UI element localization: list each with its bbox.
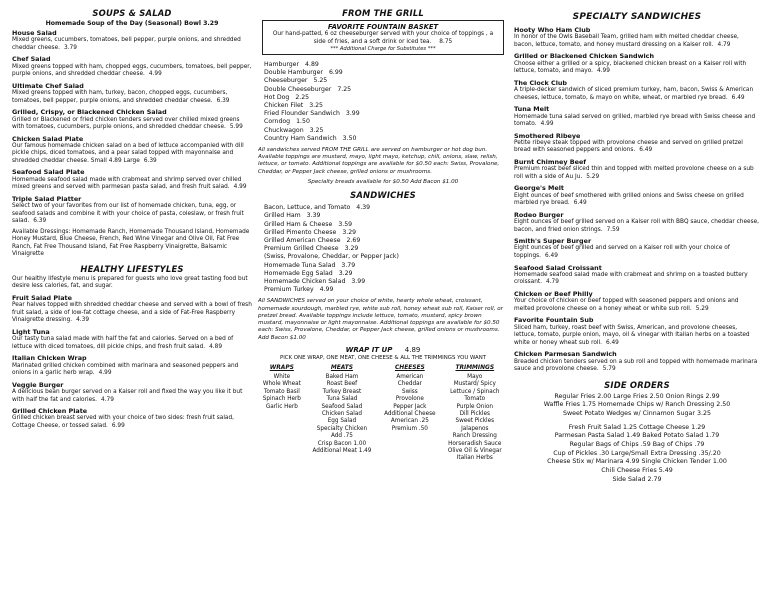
menu-item-price: 4.99: [98, 370, 112, 377]
wrap-option: Tomato Basil: [263, 388, 300, 395]
menu-item: [12, 29, 252, 52]
menu-item-price: 3.99: [345, 110, 360, 118]
menu-item-desc: Eight ounces of beef grilled and served on a Kaiser roll with your choice of toppings.: [514, 245, 730, 259]
meat-option: Egg Salad: [327, 418, 357, 425]
menu-item: [12, 135, 252, 166]
menu-item-name: Double Cheeseburger: [264, 85, 332, 93]
wrap-header-trimmings: TRIMMINGS: [455, 364, 495, 371]
menu-item-desc: Premium roast beef sliced thin and topped with melted provolone cheese on a sub roll with a side of Au Ju.: [514, 166, 754, 180]
menu-item-name: Chicken Salad Plate: [12, 134, 84, 143]
sandwiches-note: All SANDWICHES served on your choice of white, hearty whole wheat, croissant, homemade sourdough, marbled rye, white sub roll, honey wheat sub roll, Kaiser roll, or pretzel bread. Available toppings include lettuce, tomato, mustard, spicy brown mustard, mayonnaise or light mayonnaise. Additional toppings are available for $0.50 each: Swiss, Provalone, Cheddar, or Pepper Jack cheese, grilled onions or mushrooms. Add Bacon $1.00: [258, 298, 503, 341]
menu-item-name: Country Ham Sandwich: [264, 134, 337, 142]
menu-list-row: [264, 127, 508, 135]
menu-item-name: Grilled or Blackened Chicken Sandwich: [514, 52, 655, 61]
menu-item-desc: Eight ounces of beef smothered with grilled onions and Swiss cheese on grilled marbled rye bread.: [514, 192, 744, 207]
menu-item-name: Triple Salad Platter: [12, 194, 82, 203]
menu-item-desc: A delicious bean burger served on a Kaiser roll and fixed the way you like it but with half the fat and calories.: [12, 389, 243, 403]
side-order-line: Parmesan Pasta Salad 1.49 Baked Potato Salad 1.79: [554, 432, 720, 440]
menu-item-price: 3.25: [309, 102, 323, 109]
menu-item: [12, 328, 252, 351]
side-order-line: Regular Bags of Chips .59 Bag of Chips .79: [569, 441, 705, 449]
menu-list-row: [264, 204, 508, 212]
healthy-item-list: [12, 294, 252, 430]
meat-option: Add .75: [330, 433, 353, 440]
favorite-basket-price: 8.75: [439, 38, 453, 45]
sandwich-item-list: [264, 204, 508, 294]
meat-option: Tuna Salad: [326, 396, 358, 403]
menu-list-row: [264, 69, 508, 77]
menu-list-row: [264, 77, 508, 85]
menu-item-name: (Swiss, Provalone, Cheddar, or Pepper Jack): [264, 253, 399, 261]
meat-option: Turkey Breast: [322, 388, 362, 395]
side-order-line: Fresh Fruit Salad 1.25 Cottage Cheese 1.29: [568, 423, 706, 431]
menu-list-row: [264, 286, 508, 294]
trimming-option: Lettuce / Spinach: [450, 388, 500, 395]
wrap-option: Whole Wheat: [262, 381, 301, 388]
menu-item-desc: Homemade seafood salad made with crabmeat and shrimp served over chilled mixed greens and served with parmesan pasta salad, and fresh fruit salad.: [12, 176, 242, 191]
wrap-options-list: [258, 373, 306, 464]
dressings-note: Available Dressings: Homemade Ranch, Homemade Thousand Island, Homemade Honey Mustard, Blue Cheese, French, Red Wine Vinegar and Olive Oil, Fat Free Ranch, Fat Free Thousand Island, Fat Free Raspberry Vinaigrette, Balsamic Vinaigrette: [12, 228, 250, 258]
menu-item-price: 3.59: [338, 220, 353, 228]
side-order-line: Cheese Stix w/ Marinara 4.99 Single Chicken Tender 1.00: [547, 458, 727, 466]
menu-item-price: 3.79: [341, 261, 356, 269]
wrap-header-cheeses: CHEESES: [394, 364, 425, 371]
cheese-option: Pepper Jack: [393, 403, 427, 410]
menu-item-desc: Petite ribeye steak topped with provolone cheese and served on grilled pretzel bread with seasoned peppers and onions.: [514, 139, 743, 154]
menu-item-price: 3.50: [342, 134, 357, 142]
menu-item-price: 2.25: [295, 93, 310, 101]
menu-item-price: 4.79: [101, 396, 114, 403]
menu-list-row: [264, 110, 508, 118]
menu-item-price: 2.69: [346, 237, 361, 245]
menu-list-row: [264, 118, 508, 126]
menu-item: [12, 82, 252, 105]
cheese-option: Additional Cheese: [384, 410, 436, 417]
menu-item-price: 4.99: [148, 71, 162, 78]
menu-item-price: 6.49: [731, 94, 745, 101]
soups-salad-column: [12, 6, 252, 589]
menu-item-price: 6.49: [545, 252, 558, 259]
menu-item-desc: Homemade tuna salad served on grilled, marbled rye bread with Swiss cheese and tomato.: [514, 113, 756, 128]
menu-item-desc: Mixed greens topped with ham, chopped eggs, cucumbers, tomatoes, bell pepper, purple onions, and shredded cheddar cheese.: [12, 63, 252, 78]
menu-item-price: 3.29: [342, 228, 357, 236]
menu-item-desc: In honor of the Owls Baseball Team, grilled ham with melted cheddar cheese, bacon, lettuce, tomato, and honey mustard dressing on a Kaiser roll.: [514, 34, 739, 48]
menu-item-name: Seafood Salad Plate: [12, 168, 85, 177]
meat-option: Seafood Salad: [321, 403, 363, 410]
menu-item: [514, 105, 760, 128]
menu-item-name: Grilled Chicken Plate: [12, 407, 88, 416]
specialty-column: [514, 6, 760, 589]
menu-list-row: [264, 135, 508, 143]
side-order-line: Waffle Fries 1.75 Homemade Chips w/ Ranch Dressing 2.50: [543, 401, 731, 409]
menu-item: [12, 407, 252, 430]
menu-item-name: Grilled Ham & Cheese: [264, 220, 333, 228]
meat-option: Chicken Salad: [321, 410, 362, 417]
soup-of-the-day: Homemade Soup of the Day (Seasonal) Bowl 3.29: [45, 20, 219, 27]
menu-item: [514, 26, 760, 49]
menu-item-name: Grilled American Cheese: [264, 237, 341, 245]
trimming-option: Mustard/ Spicy: [453, 381, 496, 388]
menu-item-price: 5.29: [695, 305, 709, 312]
sandwiches-section-title: SANDWICHES: [350, 190, 416, 201]
menu-list-row: [264, 270, 508, 278]
menu-item-name: Light Tuna: [12, 327, 50, 336]
menu-item-price: 6.39: [143, 157, 157, 164]
side-order-line: Chili Cheese Fries 5.49: [601, 467, 673, 475]
menu-item-name: Tuna Melt: [514, 105, 550, 114]
menu-item-desc: Grilled or Blackened or fried chicken tenders served over chilled mixed greens with tomatoes, cucumbers, purple onions, and shredded cheddar cheese.: [12, 116, 240, 131]
menu-item-name: Chuckwagon: [264, 126, 304, 134]
menu-item-desc: Select two of your favorites from our list of homemade chicken, tuna, egg, or seafood salads and combine it with your choice of pasta, coleslaw, or fresh fruit salad.: [12, 203, 244, 225]
trimming-option: Italian Herbs: [456, 455, 493, 462]
menu-list-row: [264, 229, 508, 237]
menu-item: [12, 195, 252, 226]
grill-special: Specialty breads available for $0.50 Add Bacon $1.00: [307, 179, 459, 185]
grill-note: All sandwiches served FROM THE GRILL are served on hamburger or hot dog bun. Available toppings are mustard, mayo, light mayo, ketchup, chili, onions, slaw, relish, lettuce, or tomato. Additional toppings are available for $0.50 each: Swiss, Provalone, Cheddar, or Pepper Jack cheese, grilled onions or mushrooms.: [258, 146, 500, 175]
meat-option: Specialty Chicken: [316, 425, 368, 432]
menu-item-price: 3.39: [306, 212, 321, 220]
menu-item-name: The Clock Club: [514, 78, 568, 87]
menu-item-desc: Breaded chicken tenders served on a sub roll and topped with homemade marinara sauce and provolone cheese.: [514, 358, 758, 373]
side-order-line: Regular Fries 2.00 Large Fries 2.50 Onion Rings 2.99: [554, 392, 720, 400]
menu-item: [12, 354, 252, 377]
trimming-option: Olive Oil & Vinegar: [447, 447, 502, 454]
menu-item-name: Grilled, Crispy, or Blackened Chicken Salad: [12, 108, 167, 117]
menu-item-price: 5.29: [586, 173, 600, 180]
wrap-title: WRAP IT UP: [345, 345, 393, 354]
menu-item-name: George's Melt: [514, 184, 564, 193]
menu-item-price: 4.39: [76, 317, 90, 324]
menu-item: [514, 79, 760, 102]
wrap-option: White: [273, 373, 291, 380]
favorite-basket-box: [262, 20, 504, 55]
menu-item-price: 5.99: [229, 124, 243, 131]
menu-item: [12, 55, 252, 78]
menu-item-price: 6.39: [33, 218, 47, 225]
menu-item-name: Chef Salad: [12, 55, 51, 64]
menu-list-row: [264, 86, 508, 94]
menu-item-name: Hamburger: [264, 61, 300, 69]
menu-item-desc: Mixed greens, cucumbers, tomatoes, bell pepper, purple onions, and shredded cheddar cheese.: [12, 37, 241, 51]
menu-item-name: Rodeo Burger: [514, 210, 564, 219]
menu-item: [514, 237, 760, 260]
menu-item-price: 4.99: [233, 184, 247, 191]
menu-item-price: 6.99: [328, 69, 343, 77]
menu-item-name: Corndog: [264, 118, 291, 126]
meat-option: Roast Beef: [326, 381, 358, 388]
menu-item-name: Grilled Ham: [264, 212, 301, 220]
healthy-intro: Our healthy lifestyle menu is prepared for guests who love great tasting food but desire less calories, fat, and sugar.: [12, 275, 248, 290]
menu-item: [514, 316, 760, 347]
cheese-option: American: [396, 373, 424, 380]
sides-section-title: SIDE ORDERS: [604, 379, 670, 390]
menu-item-price: 4.39: [356, 204, 371, 212]
menu-item-name: Chicken Filet: [264, 102, 304, 109]
grill-item-list: [264, 61, 508, 143]
wrap-option: Spinach Herb: [262, 396, 301, 403]
menu-item-price: 4.99: [597, 68, 610, 75]
menu-item-desc: Pear halves topped with shredded cheddar cheese and served with a bowl of fresh fruit salad, a side of low-fat cottage cheese, and a side of Fat-Free Raspberry Vinaigrette dressing.: [12, 302, 252, 324]
wrap-table: [258, 364, 508, 464]
wrap-header-wraps: WRAPS: [269, 364, 294, 371]
grill-section-title: FROM THE GRILL: [342, 8, 424, 18]
side-order-line: Sweet Potato Wedges w/ Cinnamon Sugar 3.25: [562, 409, 712, 417]
menu-item-price: 3.25: [309, 126, 324, 134]
trimming-option: Jalapenos: [461, 425, 489, 432]
menu-item: [514, 184, 760, 207]
menu-item-desc: Mixed greens topped with ham, turkey, bacon, chopped eggs, cucumbers, tomatoes, bell pepper, purple onions, and shredded cheddar cheese.: [12, 90, 228, 104]
menu-item-desc: Grilled chicken breast served with your choice of two sides: fresh fruit salad, Cottage Cheese, or tossed salad.: [12, 415, 235, 429]
menu-item-price: 6.39: [216, 97, 230, 104]
menu-item: [514, 132, 760, 155]
menu-list-row: [264, 262, 508, 270]
menu-item-name: Hot Dog: [264, 93, 290, 101]
menu-item-price: 7.59: [606, 226, 620, 233]
menu-item: [514, 158, 760, 181]
menu-item-name: Cheeseburger: [264, 77, 308, 85]
menu-item: [12, 108, 252, 131]
cheese-option: Swiss: [401, 388, 418, 395]
menu-item-name: Hooty Who Ham Club: [514, 26, 591, 34]
menu-item-name: Seafood Salad Croissant: [514, 263, 602, 272]
menu-item-name: Chicken or Beef Philly: [514, 289, 593, 298]
menu-list-row: [264, 245, 508, 253]
menu-item-price: 4.89: [305, 61, 319, 69]
menu-item-desc: Eight ounces of beef grilled served on a Kaiser roll with BBQ sauce, cheddar cheese, bacon, and fried onion strings.: [514, 219, 760, 233]
menu-list-row: [264, 253, 508, 261]
cheese-option: Cheddar: [397, 381, 422, 388]
trimming-option: Mayo: [467, 373, 483, 380]
menu-item-desc: Our tasty tuna salad made with half the fat and calories. Served on a bed of lettuce with diced tomatoes, dill pickle chips, and fresh fruit salad.: [12, 336, 234, 350]
menu-item-name: Homemade Chicken Salad: [264, 277, 346, 285]
menu-item-price: 4.99: [319, 286, 334, 294]
trimming-option: Purple Onion: [456, 403, 494, 410]
meat-option: Crisp Bacon 1.00: [317, 440, 367, 447]
menu-item-name: Smothered Ribeye: [514, 131, 581, 140]
menu-list-row: [264, 61, 508, 69]
side-orders-list: [514, 393, 760, 485]
menu-item-price: 6.49: [605, 339, 619, 346]
menu-item-name: Fruit Salad Plate: [12, 293, 72, 302]
menu-item-price: 7.25: [337, 85, 352, 93]
menu-item-name: Burnt Chimney Beef: [514, 157, 587, 166]
side-order-line: Cup of Pickles .30 Large/Small Extra Dressing .35/.20: [553, 449, 721, 457]
menu-item-name: Homemade Egg Salad: [264, 269, 333, 277]
menu-item: [12, 168, 252, 191]
healthy-section-title: HEALTHY LIFESTYLES: [80, 263, 184, 274]
menu-item-price: 6.99: [111, 422, 125, 429]
menu-item-desc: Our famous homemade chicken salad on a bed of lettuce accompanied with dill pickle chips, diced tomatoes, and a pear salad topped with mayonnaise and shredded cheddar cheese. Small 4.89 Large: [12, 142, 244, 164]
menu-item-name: Bacon, Lettuce, and Tomato: [264, 204, 351, 212]
menu-item-price: 3.29: [344, 245, 359, 253]
soups-item-list: [12, 29, 252, 226]
menu-list-row: [264, 221, 508, 229]
menu-item-name: Fried Flounder Sandwich: [264, 110, 340, 118]
menu-item-price: 4.89: [209, 343, 223, 350]
menu-item: [514, 211, 760, 234]
menu-item-name: House Salad: [12, 29, 57, 37]
menu-item-price: 3.29: [338, 269, 353, 277]
trimming-option: Dill Pickles: [459, 410, 490, 417]
cheese-option: Premium .50: [391, 425, 428, 432]
menu-item-name: Favorite Fountain Sub: [514, 316, 594, 325]
wrap-price: 4.89: [404, 345, 421, 354]
meat-option: Additional Meat 1.49: [312, 447, 372, 454]
favorite-basket-title: FAVORITE FOUNTAIN BASKET: [327, 23, 439, 31]
menu-list-row: [264, 237, 508, 245]
menu-item-price: 6.49: [573, 200, 587, 207]
specialty-item-list: [514, 26, 760, 374]
menu-item: [12, 294, 252, 325]
menu-item-name: Homemade Tuna Salad: [264, 261, 336, 269]
meat-options-list: [306, 373, 378, 464]
menu-item-price: 6.49: [639, 147, 653, 154]
menu-item-desc: Sliced ham, turkey, roast beef with Swiss, American, and provolone cheeses, lettuce, tomato, purple onion, mayo, oil & vinegar with Italian herbs on a toasted white or honey wheat sub roll.: [514, 324, 750, 346]
specialty-section-title: SPECIALTY SANDWICHES: [572, 12, 702, 22]
menu-list-row: [264, 278, 508, 286]
menu-item-name: Smith's Super Burger: [514, 237, 592, 246]
cheese-option: American .25: [390, 418, 429, 425]
menu-item-name: Veggie Burger: [12, 380, 64, 389]
menu-item-price: 5.25: [313, 77, 328, 85]
soups-section-title: SOUPS & SALAD: [92, 8, 172, 18]
menu-item-price: 3.99: [351, 277, 366, 285]
menu-item-desc: A triple-decker sandwich of sliced premium turkey, ham, bacon, Swiss & American cheeses, lettuce, tomato, & mayo on white, wheat, or marbled rye bread.: [514, 87, 754, 101]
wrap-subtitle: PICK ONE WRAP, ONE MEAT, ONE CHEESE & ALL THE TRIMMINGS YOU WANT: [279, 354, 487, 361]
wrap-title-row: [258, 346, 508, 354]
wrap-option: Garlic Herb: [265, 403, 298, 410]
menu-item-name: Ultimate Chef Salad: [12, 81, 84, 90]
favorite-basket-substitute-note: *** Additional Charge for Substitutes ***: [330, 46, 436, 53]
trimming-option: Sweet Pickles: [455, 418, 495, 425]
menu-item: [514, 52, 760, 75]
menu-item-desc: Your choice of chicken or beef topped with seasoned peppers and onions and melted provolone cheese on a honey wheat or white sub roll.: [514, 298, 739, 312]
menu-item-desc: Choose either a grilled or a spicy, blackened chicken breast on a Kaiser roll with lettuce, tomato, and mayo.: [514, 60, 747, 75]
favorite-basket-desc: Our hand-patted, 6 oz cheeseburger served with your choice of toppings , a side of fries, and a soft drink or iced tea.: [272, 31, 494, 45]
menu-item: [514, 350, 760, 373]
menu-item-price: 5.79: [602, 366, 616, 373]
menu-item: [12, 381, 252, 404]
menu-item-desc: Homemade seafood salad made with crabmeat and shrimp on a toasted buttery croissant.: [514, 271, 748, 286]
grill-column: [258, 6, 508, 589]
cheese-option: Provolone: [395, 396, 424, 403]
trimming-option: Ranch Dressing: [452, 433, 497, 440]
meat-option: Baked Ham: [325, 373, 359, 380]
menu-item: [514, 290, 760, 313]
menu-list-row: [264, 102, 508, 110]
side-order-line: Side Salad 2.79: [612, 475, 662, 483]
cheese-options-list: [378, 373, 441, 464]
menu-item-name: Premium Grilled Cheese: [264, 245, 339, 253]
menu-list-row: [264, 212, 508, 220]
menu-item-price: 3.79: [64, 44, 77, 51]
menu-list-row: [264, 94, 508, 102]
menu-item-name: Double Hamburger: [264, 69, 323, 77]
menu-item-name: Premium Turkey: [264, 286, 314, 294]
menu-item-name: Italian Chicken Wrap: [12, 354, 87, 363]
menu-item-price: 4.79: [545, 279, 559, 286]
trimming-option: Horseradish Sauce: [448, 440, 502, 447]
menu-item: [514, 264, 760, 287]
menu-item-name: Chicken Parmesan Sandwich: [514, 350, 617, 359]
menu-item-price: 4.79: [717, 41, 731, 48]
menu-item-name: Grilled Pimento Cheese: [264, 228, 337, 236]
menu-item-price: 4.99: [540, 121, 554, 128]
menu-item-desc: Marinated grilled chicken combined with marinara and seasoned peppers and onions in a garlic herb wrap.: [12, 362, 239, 377]
menu-item-price: 1.50: [296, 118, 310, 126]
trimming-options-list: [442, 373, 508, 464]
wrap-header-meats: MEATS: [330, 364, 353, 371]
trimming-option: Tomato: [464, 396, 486, 403]
